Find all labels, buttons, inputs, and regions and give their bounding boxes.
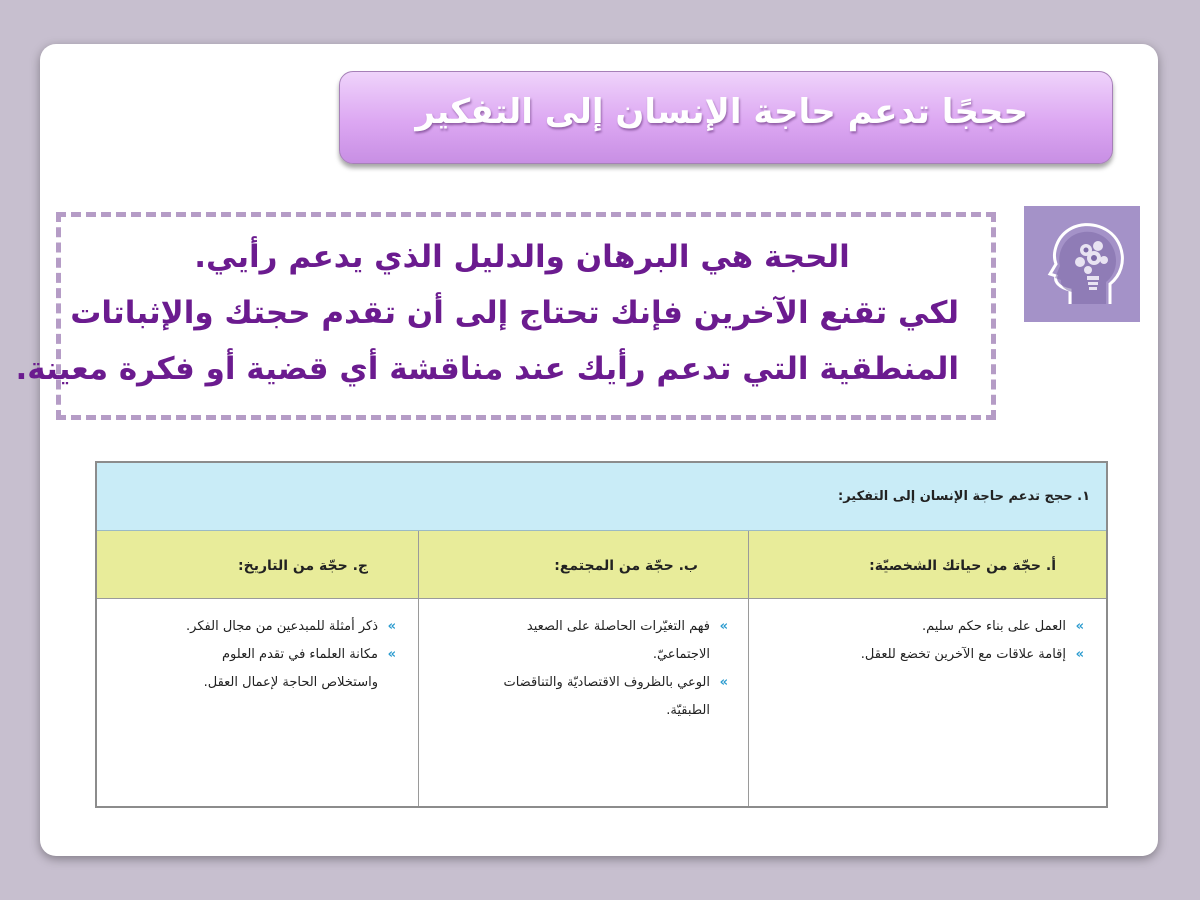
bullet-icon: » — [1075, 619, 1084, 634]
bullet-icon: » — [387, 619, 396, 634]
list-item: » الوعي بالظروف الاقتصاديّة والتناقضات الطبقيّة. — [419, 669, 736, 725]
column-history-items — [97, 599, 418, 806]
list-item: » إقامة علاقات مع الآخرين تخضع للعقل. — [749, 641, 1092, 669]
arguments-table — [95, 461, 1108, 808]
table-heading-row — [97, 463, 1106, 531]
definition-line-2: لكي تقنع الآخرين فإنك تحتاج إلى أن تقدم حجتك والإثباتات — [70, 295, 959, 331]
list-item: » فهم التغيّرات الحاصلة على الصعيد الاجتماعيّ. — [419, 613, 736, 669]
table-body-row — [97, 599, 1106, 806]
column-personal-items — [748, 599, 1106, 806]
head-lightbulb-gears-icon — [1024, 206, 1140, 322]
bullet-icon: » — [1075, 647, 1084, 662]
page-title: حججًا تدعم حاجة الإنسان إلى التفكير — [415, 92, 1028, 132]
column-society-items — [418, 599, 748, 806]
definition-line-3: المنطقية التي تدعم رأيك عند مناقشة أي قضية أو فكرة معينة. — [15, 351, 959, 387]
definition-line-1: الحجة هي البرهان والدليل الذي يدعم رأيي. — [194, 239, 850, 275]
column-header-personal: أ. حجّة من حياتك الشخصيّة: — [748, 531, 1106, 599]
bullet-icon: » — [387, 647, 396, 662]
list-item: » ذكر أمثلة للمبدعين من مجال الفكر. — [97, 613, 404, 641]
column-header-history: ج. حجّة من التاريخ: — [97, 531, 418, 599]
table-heading: ١. حجج تدعم حاجة الإنسان إلى التفكير: — [838, 489, 1090, 504]
bullet-icon: » — [719, 675, 728, 690]
definition-box — [15, 212, 996, 420]
column-header-row — [97, 531, 1106, 599]
column-header-society: ب. حجّة من المجتمع: — [418, 531, 748, 599]
list-item: » العمل على بناء حكم سليم. — [749, 613, 1092, 641]
list-item: » مكانة العلماء في تقدم العلوم واستخلاص الحاجة لإعمال العقل. — [97, 641, 404, 697]
title-banner — [339, 71, 1113, 164]
bullet-icon: » — [719, 619, 728, 634]
